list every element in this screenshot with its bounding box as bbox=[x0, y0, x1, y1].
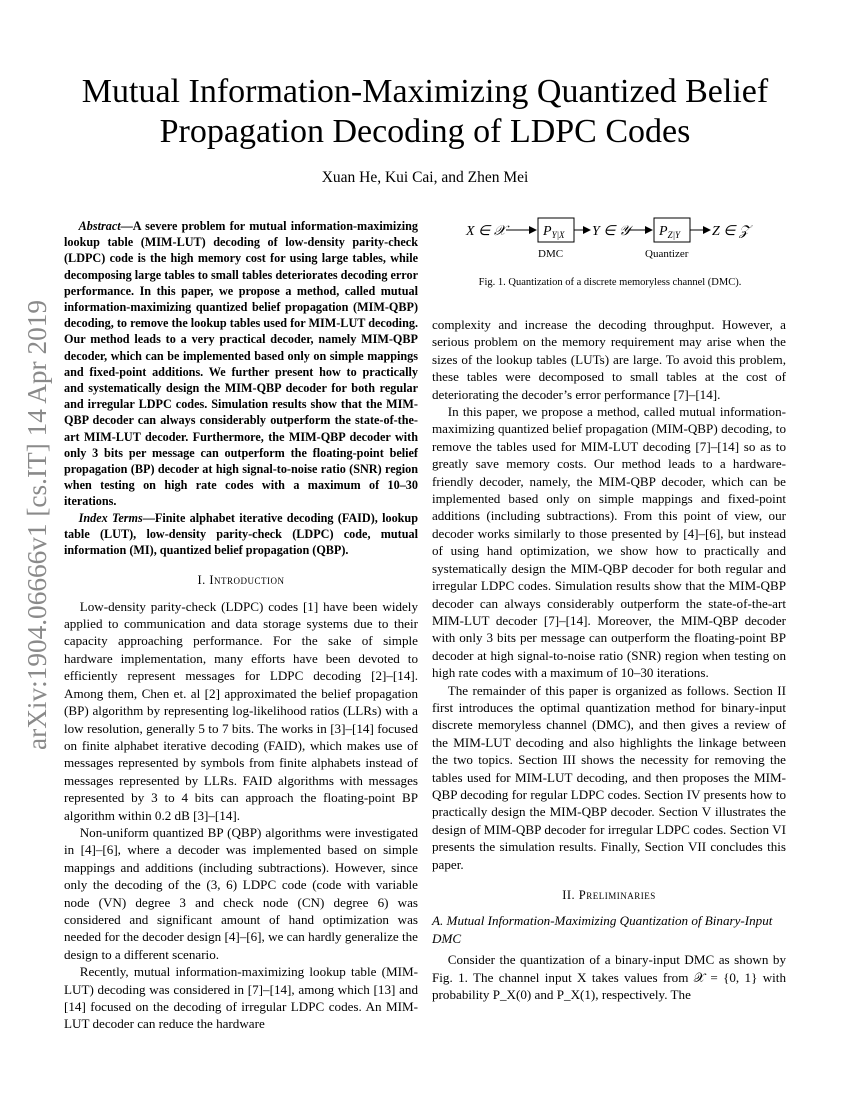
paper-authors: Xuan He, Kui Cai, and Zhen Mei bbox=[321, 169, 529, 186]
arxiv-stamp bbox=[14, 300, 56, 750]
intro-continuation: complexity and increase the decoding throughput. However, a serious problem on the memory requirement may arise when the sizes of the lookup tables (LUTs) are large. To avoid this problem, these tables were decomposed to small tables at the cost of deteriorating the decoder’s error performance [7]–[14]. bbox=[432, 317, 786, 402]
section-2-heading: II. Preliminaries bbox=[562, 888, 656, 902]
index-terms-lead: Index Terms bbox=[78, 510, 143, 525]
diagram-input-label: X ∈ 𝒳 bbox=[466, 224, 506, 239]
abstract bbox=[64, 218, 418, 510]
left-column bbox=[64, 218, 418, 1033]
arxiv-stamp-text: arXiv:1904.06666v1 [cs.IT] 14 Apr 2019 bbox=[22, 304, 52, 750]
intro-paragraph-5: The remainder of this paper is organized as follows. Section II first introduces the optimal quantization method for binary-input discrete memoryless channel (DMC), and then gives a review of the MIM-LUT decoding and also highlights the linkage between the two topics. Section III shows the necessity for removing the tables used for MIM-LUT decoding, and then proposes the MIM-QBP decoding for regular LDPC codes. Section IV presents how to practically design the MIM-QBP decoder. Section V illustrates the design of MIM-QBP decoder for irregular LDPC codes. Section VI presents the simulation results. Finally, Section VII concludes this paper. bbox=[432, 682, 786, 872]
index-terms-text: —Finite alphabet iterative decoding (FAID), lookup table (LUT), low-density parity-check (LDPC) code, mutual information (MI), quantized belief propagation (QBP). bbox=[64, 510, 418, 558]
intro-paragraph-3: Recently, mutual information-maximizing lookup table (MIM-LUT) decoding was considered in [7]–[14], among which [13] and [14] focused on the decoding of irregular LDPC codes. An MIM-LUT decoder can reduce the hardware bbox=[64, 964, 418, 1032]
paper-title: Mutual Information-Maximizing Quantized Belief Propagation Decoding of LDPC Codes bbox=[81, 73, 769, 150]
quantizer-caption: Quantizer bbox=[645, 248, 689, 260]
quantizer-box-label: $P_{Z|Y}$ bbox=[659, 224, 681, 240]
figure-1-caption: Fig. 1. Quantization of a discrete memoryless channel (DMC). bbox=[478, 277, 742, 288]
abstract-lead: Abstract bbox=[78, 219, 121, 233]
dmc-box-label: $P_{Y|X}$ bbox=[543, 224, 565, 240]
figure-1 bbox=[440, 214, 780, 309]
dmc-diagram bbox=[440, 214, 780, 276]
section-1-heading: I. Introduction bbox=[197, 573, 285, 588]
abstract-text: —A severe problem for mutual information-maximizing lookup table (MIM-LUT) decoding of low-density parity-check (LDPC) code is the high memory cost for using large tables, while decomposing large tables to small tables deteriorates decoding error performance. In this paper, we propose a method, called mutual information-maximizing quantized belief propagation (MIM-QBP) decoding, to remove the lookup tables used for MIM-LUT decoding. Our method leads to a very practical decoder, namely MIM-QBP decoder, which can be implemented based only on simple mappings and fixed-point additions. We further present how to practically and systematically design the MIM-QBP decoder for both regular and irregular LDPC codes. Simulation results show that the MIM-QBP decoder can always considerably outperform the state-of-the-art MIM-LUT decoder. Furthermore, the MIM-QBP decoder with only 3 bits per message can outperform the floating-point belief propagation (BP) decoder at high signal-to-noise ratio (SNR) region when testing on high rate codes with a maximum of 10–30 iterations. bbox=[64, 219, 418, 509]
right-column bbox=[432, 316, 786, 1003]
subsection-2a-heading: A. Mutual Information-Maximizing Quantization of Binary-Input DMC bbox=[432, 913, 773, 946]
intro-paragraph-2: Non-uniform quantized BP (QBP) algorithms were investigated in [4]–[6], where a decoder was implemented based on simple mappings and additions (including subtractions). However, since only the decoding of the (3, 6) LDPC code (code with variable node (VN) degree 3 and check node (CN) degree 6) was considered and significant amount of hand optimization was needed for the decoder design [4]–[6], we can hardly generalize the design to a different scenario. bbox=[64, 824, 418, 962]
diagram-middle-label: Y ∈ 𝒴 bbox=[592, 224, 630, 239]
preliminaries-paragraph-1: Consider the quantization of a binary-input DMC as shown by Fig. 1. The channel input X takes values from 𝒳 = {0, 1} with probability P_X(0) and P_X(1), respectively. The bbox=[432, 952, 786, 1003]
intro-paragraph-4: In this paper, we propose a method, called mutual information-maximizing quantized belief propagation (MIM-QBP) decoding, to remove the tables used for MIM-LUT decoding [7]–[14] so as to greatly save memory costs. Our method leads to a hardware-friendly decoder, namely, the MIM-QBP decoder, which can be implemented based only on simple mappings and fixed-point additions (including subtractions). From this point of view, our decoder works similarly to those presented by [4]–[6], but instead of using hand optimization, we show how to practically and systematically design the MIM-QBP decoder for both regular and irregular LDPC codes. Simulation results show that the MIM-QBP decoder can always considerably outperform the state-of-the-art MIM-LUT decoder [7]–[14]. Moreover, the MIM-QBP decoder with only 3 bits per message can outperform the floating-point BP decoder at high signal-to-noise ratio (SNR) region when testing on high rate codes with a maximum of 10–30 iterations. bbox=[432, 404, 786, 681]
dmc-caption: DMC bbox=[538, 248, 564, 260]
diagram-output-label: Z ∈ 𝒵 bbox=[712, 224, 750, 239]
intro-paragraph-1: Low-density parity-check (LDPC) codes [1] have been widely applied to communication and data storage systems due to their capacity approaching performance. For the sake of simple hardware implementation, many efforts have been devoted to efficiently represent messages for LDPC decoding [2]–[14]. Among them, Chen et. al [2] approximated the belief propagation (BP) algorithm by representing log-likelihood ratios (LLRs) with a low resolution, generally 5 to 7 bits. The works in [3]–[14] focused on finite alphabet iterative decoding (FAID), which makes use of messages represented by symbols from finite alphabets instead of messages represented by LLRs. FAID algorithms with messages represented by 3 to 4 bits can approach the floating-point BP algorithm within 0.2 dB [3]–[14]. bbox=[64, 598, 418, 823]
index-terms bbox=[64, 510, 418, 559]
